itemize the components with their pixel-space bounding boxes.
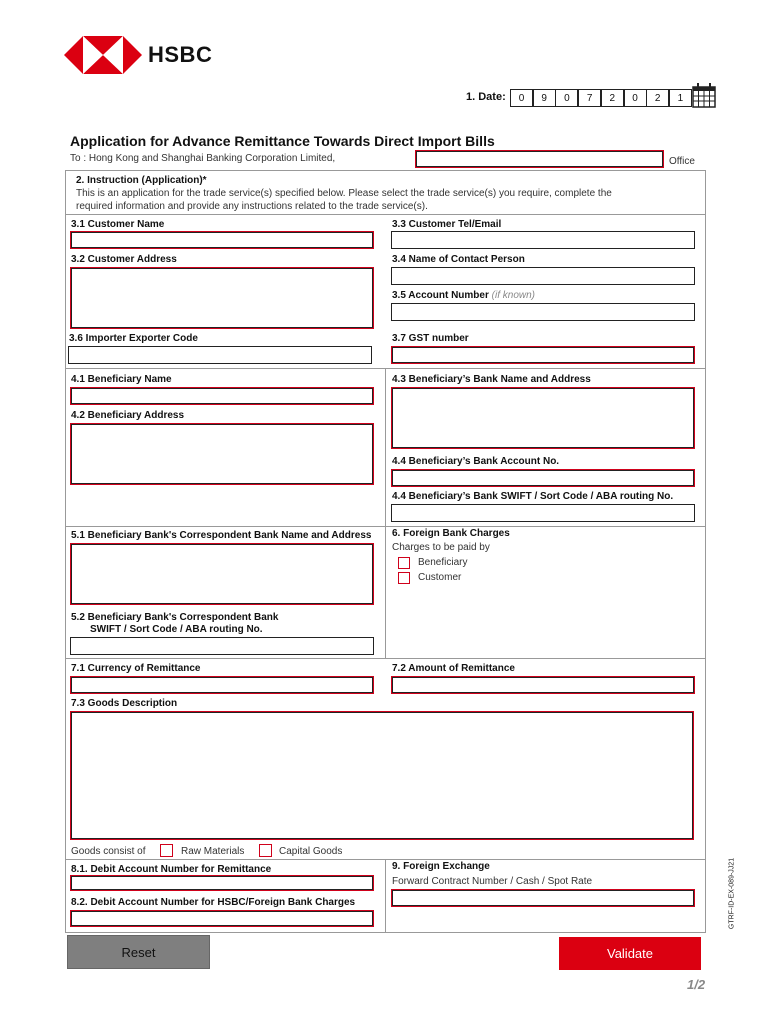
date-digit-box[interactable]: 7	[578, 89, 601, 107]
customer-name-input[interactable]	[70, 231, 374, 249]
hsbc-logo	[64, 36, 214, 74]
foreign-exchange-heading: 9. Foreign Exchange	[392, 861, 490, 872]
instruction-heading: 2. Instruction (Application)*	[76, 175, 207, 186]
debit-remittance-label: 8.1. Debit Account Number for Remittance	[71, 864, 272, 875]
form-code: GTRF-ID-EX-089-JJ21	[728, 857, 736, 930]
instruction-line-2: required information and provide any instructions related to the trade service(s).	[76, 201, 428, 212]
hsbc-hexagon-icon	[64, 36, 142, 74]
brand-name: HSBC	[148, 42, 213, 67]
beneficiary-swift-label: 4.4 Beneficiary’s Bank SWIFT / Sort Code / ABA routing No.	[392, 491, 674, 502]
customer-address-label: 3.2 Customer Address	[71, 254, 177, 265]
iec-input[interactable]	[68, 346, 372, 364]
goods-description-input[interactable]	[70, 711, 694, 840]
amount-input[interactable]	[391, 676, 695, 694]
foreign-exchange-sub: Forward Contract Number / Cash / Spot Rate	[392, 876, 593, 887]
capital-goods-checkbox[interactable]	[259, 844, 272, 857]
beneficiary-bank-label: 4.3 Beneficiary’s Bank Name and Address	[392, 374, 591, 385]
calendar-icon[interactable]	[692, 82, 716, 108]
foreign-charges-heading: 6. Foreign Bank Charges	[392, 528, 510, 539]
currency-label: 7.1 Currency of Remittance	[71, 663, 201, 674]
date-label: 1. Date:	[466, 91, 506, 103]
office-input[interactable]	[415, 150, 664, 168]
customer-address-input[interactable]	[70, 267, 374, 329]
debit-charges-input[interactable]	[70, 910, 374, 927]
gst-label: 3.7 GST number	[392, 333, 469, 344]
debit-remittance-input[interactable]	[70, 875, 374, 891]
date-digit-box[interactable]: 0	[555, 89, 578, 107]
customer-tel-input[interactable]	[391, 231, 695, 249]
date-digit-box[interactable]: 0	[624, 89, 647, 107]
beneficiary-name-label: 4.1 Beneficiary Name	[71, 374, 172, 385]
account-number-label: 3.5 Account Number (if known)	[392, 290, 536, 301]
capital-goods-label: Capital Goods	[279, 846, 343, 857]
date-digit-box[interactable]: 9	[533, 89, 556, 107]
raw-materials-checkbox[interactable]	[160, 844, 173, 857]
page-number: 1/2	[687, 977, 706, 992]
charges-paid-by: Charges to be paid by	[392, 542, 490, 553]
gst-input[interactable]	[391, 346, 695, 364]
customer-checkbox[interactable]	[398, 572, 410, 584]
date-digit-box[interactable]: 2	[646, 89, 669, 107]
goods-description-label: 7.3 Goods Description	[71, 698, 178, 709]
to-text: To : Hong Kong and Shanghai Banking Corporation Limited,	[70, 153, 336, 164]
foreign-exchange-input[interactable]	[391, 889, 695, 907]
currency-input[interactable]	[70, 676, 374, 694]
amount-label: 7.2 Amount of Remittance	[392, 663, 515, 674]
validate-button[interactable]: Validate	[559, 937, 701, 970]
instruction-line-1: This is an application for the trade service(s) specified below. Please select the trade service(s) you require, complete the	[76, 188, 612, 199]
beneficiary-swift-input[interactable]	[391, 504, 695, 522]
account-number-input[interactable]	[391, 303, 695, 321]
correspondent-swift-label-2: SWIFT / Sort Code / ABA routing No.	[90, 624, 263, 635]
beneficiary-option-label: Beneficiary	[418, 557, 468, 568]
beneficiary-address-input[interactable]	[70, 423, 374, 485]
iec-label: 3.6 Importer Exporter Code	[69, 333, 198, 344]
debit-charges-label: 8.2. Debit Account Number for HSBC/Foreign Bank Charges	[71, 897, 356, 908]
beneficiary-address-label: 4.2 Beneficiary Address	[71, 410, 185, 421]
beneficiary-account-input[interactable]	[391, 469, 695, 487]
correspondent-bank-input[interactable]	[70, 543, 374, 605]
account-hint: (if known)	[491, 290, 536, 301]
office-label: Office	[669, 156, 695, 167]
beneficiary-bank-input[interactable]	[391, 387, 695, 449]
page-title: Application for Advance Remittance Towards Direct Import Bills	[70, 133, 495, 149]
goods-consist-label: Goods consist of	[71, 846, 146, 857]
beneficiary-checkbox[interactable]	[398, 557, 410, 569]
contact-person-label: 3.4 Name of Contact Person	[392, 254, 525, 265]
customer-option-label: Customer	[418, 572, 462, 583]
beneficiary-account-label: 4.4 Beneficiary’s Bank Account No.	[392, 456, 560, 467]
correspondent-bank-label: 5.1 Beneficiary Bank's Correspondent Bank Name and Address	[71, 530, 372, 541]
reset-button[interactable]: Reset	[67, 935, 210, 969]
date-digit-box[interactable]: 1	[669, 89, 692, 107]
date-digit-box[interactable]: 2	[601, 89, 624, 107]
raw-materials-label: Raw Materials	[181, 846, 245, 857]
customer-tel-label: 3.3 Customer Tel/Email	[392, 219, 502, 230]
contact-person-input[interactable]	[391, 267, 695, 285]
beneficiary-name-input[interactable]	[70, 387, 374, 405]
customer-name-label: 3.1 Customer Name	[71, 219, 165, 230]
correspondent-swift-input[interactable]	[70, 637, 374, 655]
correspondent-swift-label-1: 5.2 Beneficiary Bank's Correspondent Bank	[71, 612, 279, 623]
date-digit-box[interactable]: 0	[510, 89, 533, 107]
